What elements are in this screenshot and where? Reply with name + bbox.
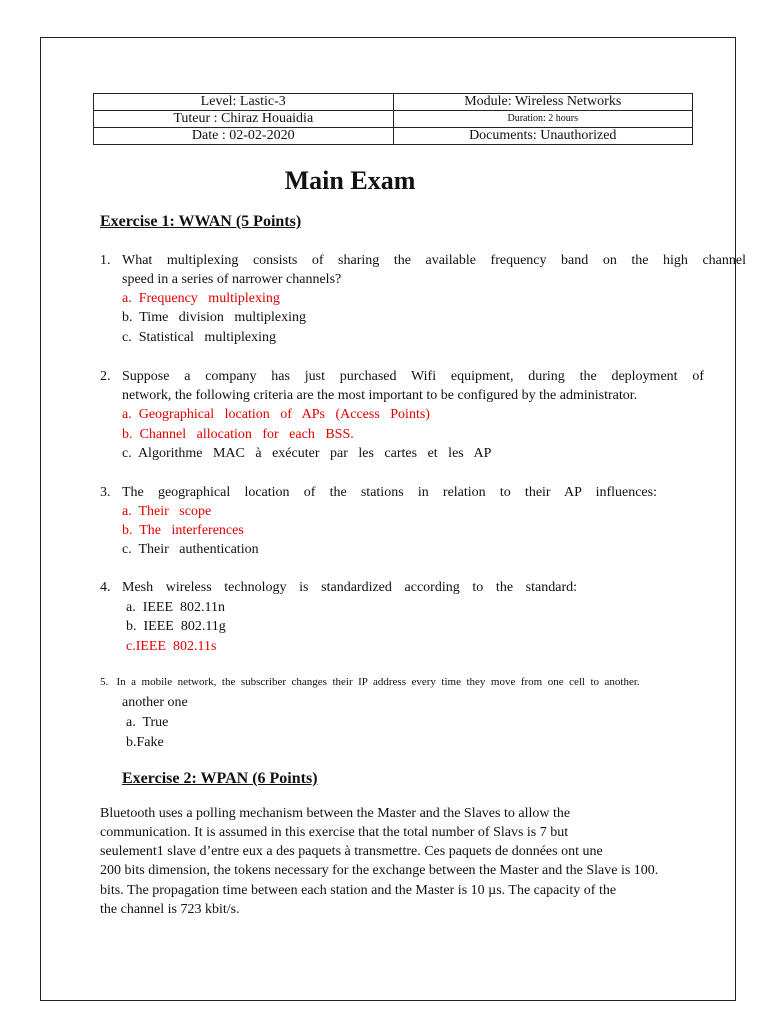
- ex2-paragraph-line: communication. It is assumed in this exercise that the total number of Slavs is 7 but: [100, 825, 569, 840]
- q3-option-b: b. The interferences: [122, 523, 244, 538]
- tutor-cell: Tuteur : Chiraz Houaidia: [94, 111, 394, 128]
- q4-number: 4.: [100, 580, 111, 595]
- q1-option-b: b. Time division multiplexing: [122, 310, 306, 325]
- q3-number: 3.: [100, 485, 111, 500]
- ex2-paragraph-line: 200 bits dimension, the tokens necessary for the exchange between the Master and the Slave is 100.: [100, 863, 659, 878]
- q4-option-c: c.IEEE 802.11s: [126, 639, 217, 654]
- exam-header-table: [93, 93, 693, 145]
- ex2-paragraph-line: bits. The propagation time between each station and the Master is 10 µs. The capacity of the: [100, 883, 617, 898]
- ex2-paragraph-line: seulement1 slave d’entre eux a des paquets à transmettre. Ces paquets de données ont une: [100, 844, 603, 859]
- q4-text-line1: Mesh wireless technology is standardized according to the standard:: [122, 580, 577, 595]
- q4-option-b: b. IEEE 802.11g: [126, 619, 226, 634]
- q4-option-a: a. IEEE 802.11n: [126, 600, 226, 615]
- q1-option-a: a. Frequency multiplexing: [122, 291, 280, 306]
- documents-cell: Documents: Unauthorized: [393, 128, 693, 145]
- q3-text-line1: The geographical location of the stations in relation to their AP influences:: [122, 485, 657, 500]
- page-title: Main Exam: [284, 166, 416, 195]
- date-cell: Date : 02-02-2020: [94, 128, 394, 145]
- q1-number: 1.: [100, 253, 111, 268]
- q3-option-a: a. Their scope: [122, 504, 212, 519]
- exercise1-heading: Exercise 1: WWAN (5 Points): [100, 213, 302, 230]
- q2-option-b: b. Channel allocation for each BSS.: [122, 427, 354, 442]
- q2-text-line1: Suppose a company has just purchased Wifi equipment, during the deployment of: [122, 369, 704, 384]
- q2-option-a: a. Geographical location of APs (Access Points): [122, 407, 430, 422]
- q5-option-b: b.Fake: [126, 735, 164, 750]
- ex2-paragraph-line: Bluetooth uses a polling mechanism between the Master and the Slaves to allow the: [100, 806, 571, 821]
- q5-option-a: a. True: [126, 715, 169, 730]
- q3-option-c: c. Their authentication: [122, 542, 259, 557]
- q1-option-c: c. Statistical multiplexing: [122, 330, 276, 345]
- q2-option-c: c. Algorithme MAC à exécuter par les cartes et les AP: [122, 446, 492, 461]
- ex2-paragraph-line: the channel is 723 kbit/s.: [100, 902, 240, 917]
- exercise2-heading: Exercise 2: WPAN (6 Points): [122, 770, 318, 787]
- q1-text-line2: speed in a series of narrower channels?: [122, 272, 342, 287]
- q5-text-line1: 5. In a mobile network, the subscriber changes their IP address every time they move from one cell to another.: [100, 676, 640, 688]
- q2-number: 2.: [100, 369, 111, 384]
- module-cell: Module: Wireless Networks: [393, 94, 693, 111]
- q2-text-line2: network, the following criteria are the most important to be configured by the administrator.: [122, 388, 638, 403]
- q5-text-line2: another one: [122, 695, 188, 710]
- q1-text-line1: What multiplexing consists of sharing the available frequency band on the high channel: [122, 253, 746, 268]
- level-cell: Level: Lastic-3: [94, 94, 394, 111]
- duration-cell: Duration: 2 hours: [393, 111, 693, 128]
